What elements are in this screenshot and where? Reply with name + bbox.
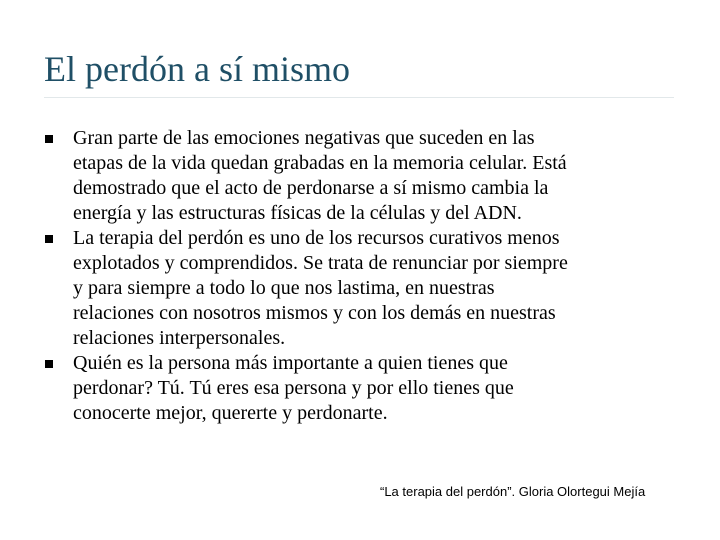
bullet-text bbox=[73, 351, 683, 426]
bullet-line: conocerte mejor, quererte y perdonarte. bbox=[73, 402, 388, 424]
bullet-line: etapas de la vida quedan grabadas en la memoria celular. Está bbox=[73, 152, 567, 174]
bullet-line: relaciones interpersonales. bbox=[73, 327, 286, 349]
bullet-line: y para siempre a todo lo que nos lastima, en nuestras bbox=[73, 277, 495, 299]
bullet-text bbox=[73, 126, 683, 226]
bullet-line: energía y las estructuras físicas de la células y del ADN. bbox=[73, 202, 522, 224]
bullet-line: relaciones con nosotros mismos y con los demás en nuestras bbox=[73, 302, 556, 324]
bullet-list bbox=[0, 126, 720, 426]
bullet-item bbox=[0, 226, 720, 351]
square-bullet-icon bbox=[45, 135, 53, 143]
bullet-line: explotados y comprendidos. Se trata de renunciar por siempre bbox=[73, 252, 568, 274]
bullet-line: Quién es la persona más importante a quien tienes que bbox=[73, 352, 508, 374]
bullet-item bbox=[0, 126, 720, 226]
bullet-line: perdonar? Tú. Tú eres esa persona y por ello tienes que bbox=[73, 377, 514, 399]
bullet-line: Gran parte de las emociones negativas que suceden en las bbox=[73, 127, 535, 149]
square-bullet-icon bbox=[45, 235, 53, 243]
bullet-line: demostrado que el acto de perdonarse a sí mismo cambia la bbox=[73, 177, 549, 199]
bullet-text bbox=[73, 226, 683, 351]
slide-title: El perdón a sí mismo bbox=[44, 49, 350, 89]
attribution-text: “La terapia del perdón”. Gloria Olortegui Mejía bbox=[380, 484, 646, 499]
title-divider bbox=[44, 97, 674, 98]
square-bullet-icon bbox=[45, 360, 53, 368]
bullet-line: La terapia del perdón es uno de los recursos curativos menos bbox=[73, 227, 560, 249]
bullet-item bbox=[0, 351, 720, 426]
